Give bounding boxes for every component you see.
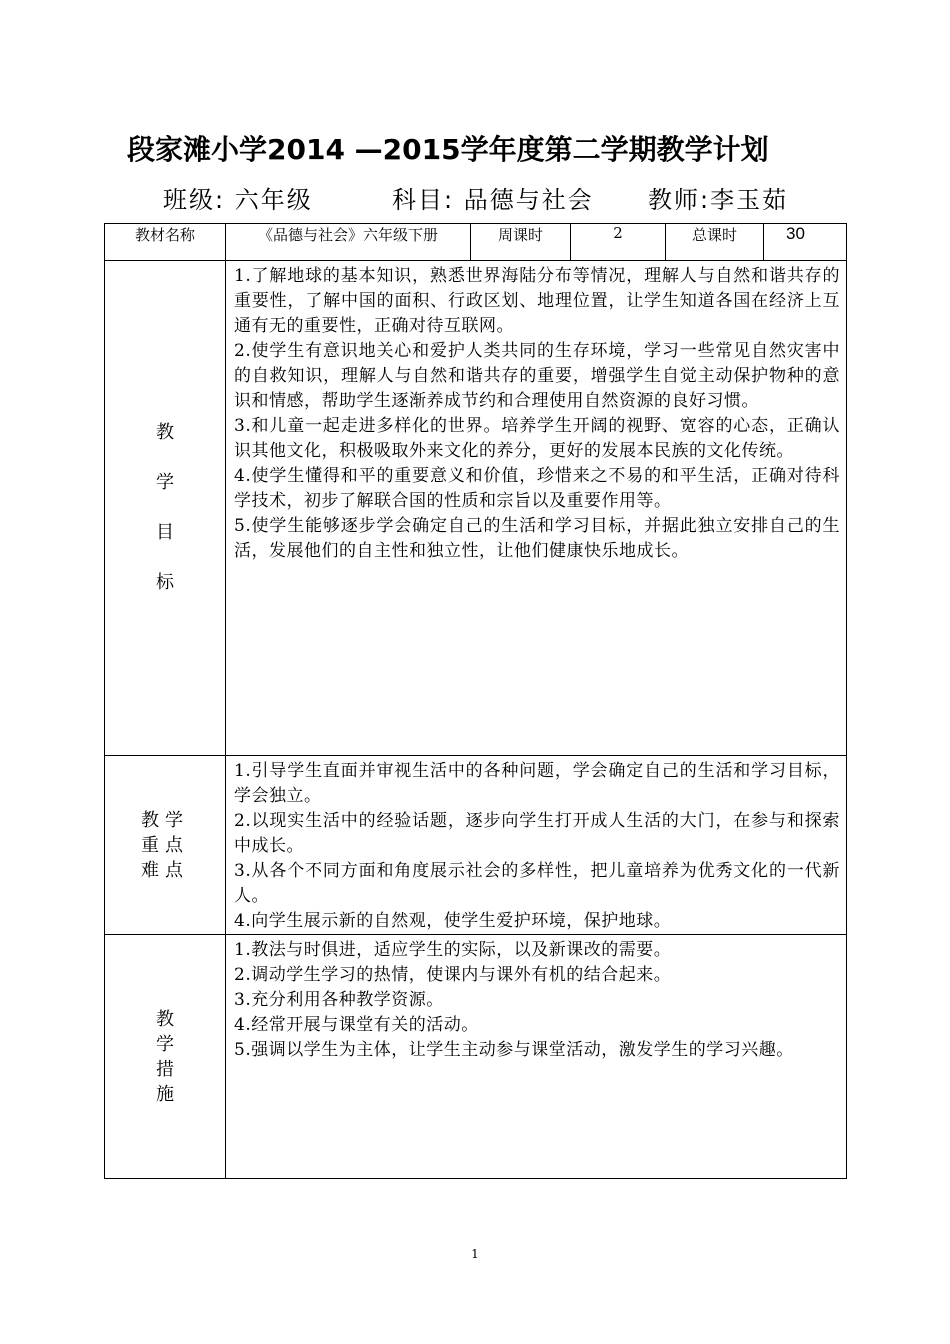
total-hours-value: 30	[764, 224, 847, 261]
list-item: 1.引导学生直面并审视生活中的各种问题，学会确定自己的生活和学习目标，学会独立。	[234, 761, 840, 806]
key-points-label: 教学 重点 难点	[105, 756, 226, 935]
document-title: 段家滩小学2014 —2015学年度第二学期教学计划	[127, 133, 769, 166]
list-item: 3.充分利用各种教学资源。	[234, 990, 444, 1010]
list-item: 1.教法与时俱进，适应学生的实际，以及新课改的需要。	[234, 940, 672, 960]
list-item: 2.调动学生学习的热情，使课内与课外有机的结合起来。	[234, 965, 672, 985]
weekly-hours-label: 周课时	[471, 224, 571, 261]
goals-content	[226, 261, 847, 756]
class-info: 班级: 六年级	[163, 186, 313, 214]
list-item: 5.使学生能够逐步学会确定自己的生活和学习目标，并据此独立安排自己的生活，发展他们的自主性和独立性，让他们健康快乐地成长。	[234, 516, 840, 561]
teaching-plan-table	[104, 223, 847, 1179]
list-item: 4.使学生懂得和平的重要意义和价值，珍惜来之不易的和平生活，正确对待科学技术，初步了解联合国的性质和宗旨以及重要作用等。	[234, 466, 840, 511]
list-item: 4.向学生展示新的自然观，使学生爱护环境，保护地球。	[234, 911, 672, 931]
total-hours-label: 总课时	[666, 224, 764, 261]
measures-content	[226, 935, 847, 1179]
key-points-content	[226, 756, 847, 935]
list-item: 3.和儿童一起走进多样化的世界。培养学生开阔的视野、宽容的心态，正确认识其他文化，积极吸取外来文化的养分，更好的发展本民族的文化传统。	[234, 416, 840, 461]
header-row	[105, 224, 847, 261]
goals-row	[105, 261, 847, 756]
teacher-info: 教师:李玉茹	[648, 186, 789, 214]
list-item: 2.使学生有意识地关心和爱护人类共同的生存环境，学习一些常见自然灾害中的自救知识，理解人与自然和谐共存的重要，增强学生自觉主动保护物种的意识和情感，帮助学生逐渐养成节约和合理使用自然资源的良好习惯。	[234, 341, 840, 411]
list-item: 1.了解地球的基本知识，熟悉世界海陆分布等情况，理解人与自然和谐共存的重要性，了解中国的面积、行政区划、地理位置，让学生知道各国在经济上互通有无的重要性，正确对待互联网。	[234, 266, 840, 336]
page-number: 1	[471, 1247, 479, 1261]
measures-label: 教 学 措 施	[105, 935, 226, 1179]
textbook-label: 教材名称	[105, 224, 226, 261]
weekly-hours-value: 2	[571, 224, 666, 261]
subject-info: 科目: 品德与社会	[392, 186, 594, 214]
measures-row	[105, 935, 847, 1179]
list-item: 3.从各个不同方面和角度展示社会的多样性，把儿童培养为优秀文化的一代新人。	[234, 861, 840, 906]
list-item: 4.经常开展与课堂有关的活动。	[234, 1015, 479, 1035]
goals-label: 教 学 目 标	[105, 261, 226, 756]
textbook-value: 《品德与社会》六年级下册	[226, 224, 471, 261]
list-item: 2.以现实生活中的经验话题，逐步向学生打开成人生活的大门，在参与和探索中成长。	[234, 811, 840, 856]
key-points-row	[105, 756, 847, 935]
list-item: 5.强调以学生为主体，让学生主动参与课堂活动，激发学生的学习兴趣。	[234, 1040, 794, 1060]
